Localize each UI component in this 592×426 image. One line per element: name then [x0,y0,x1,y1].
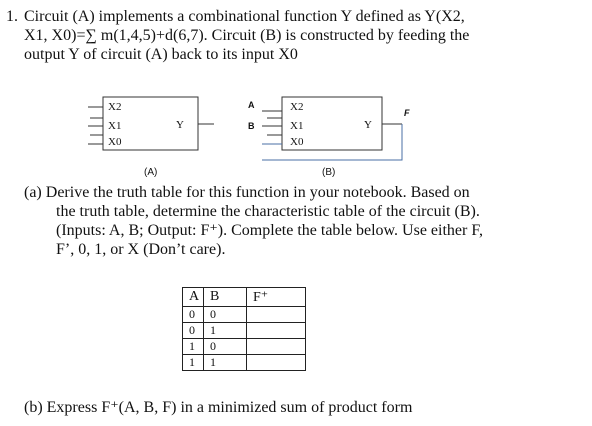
cell-a: 1 [183,355,204,371]
table-row [183,323,306,339]
table-row [183,307,306,323]
part-a-line-3: (Inputs: A, B; Output: F⁺). Complete the table below. Use either F, [56,222,483,239]
circuit-b-input-b: B [248,121,255,131]
circuit-b-pin-y: Y [364,119,372,131]
problem-number: 1. [6,8,18,25]
circuit-a-pin-y: Y [176,119,184,131]
circuit-b-input-a: A [248,100,255,110]
circuit-a-pin-x2: X2 [108,101,122,113]
characteristic-table [182,287,306,371]
cell-a: 0 [183,323,204,339]
part-a-line-2: the truth table, determine the characteristic table of the circuit (B). [56,203,480,220]
circuit-a-pin-x1: X1 [108,120,122,132]
intro-line-3: output Y of circuit (A) back to its input X0 [24,46,298,63]
circuit-b-feedback-label: F [404,108,410,118]
cell-b: 0 [204,307,247,323]
cell-a: 1 [183,339,204,355]
circuit-a-caption: (A) [144,167,158,178]
intro-line-2: X1, X0)=∑ m(1,4,5)+d(6,7). Circuit (B) is constructed by feeding the [24,27,470,44]
part-a-line-4: F’, 0, 1, or X (Don’t care). [56,241,226,258]
circuit-b-pin-x2: X2 [290,101,304,113]
cell-f-next[interactable] [247,307,306,323]
table-header-row [183,288,306,307]
part-b-text: (b) Express F⁺(A, B, F) in a minimized sum of product form [24,399,413,416]
cell-a: 0 [183,307,204,323]
cell-f-next[interactable] [247,323,306,339]
table-row [183,339,306,355]
circuit-b-caption: (B) [322,167,336,178]
table-row [183,355,306,371]
feedback-wire [262,124,402,160]
circuit-a-pin-x0: X0 [108,136,122,148]
header-a: A [183,288,204,307]
header-f-next: F⁺ [247,288,306,307]
circuit-b-pin-x1: X1 [290,120,304,132]
cell-b: 1 [204,323,247,339]
cell-b: 1 [204,355,247,371]
part-a-line-1: (a) Derive the truth table for this function in your notebook. Based on [24,184,470,201]
cell-b: 0 [204,339,247,355]
circuit-b-pin-x0: X0 [290,136,304,148]
header-b: B [204,288,247,307]
cell-f-next[interactable] [247,355,306,371]
cell-f-next[interactable] [247,339,306,355]
intro-line-1: Circuit (A) implements a combinational function Y defined as Y(X2, [24,8,465,25]
